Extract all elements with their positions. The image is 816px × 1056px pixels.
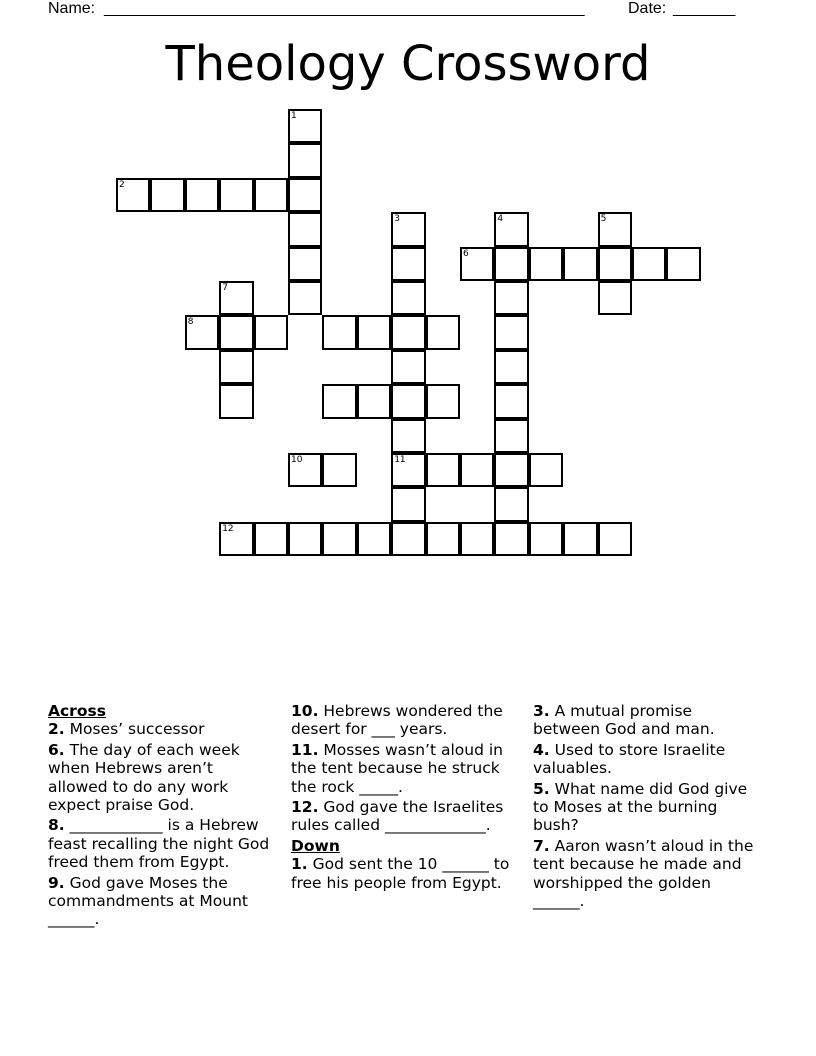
clue-text: Mosses wasn’t aloud in the tent because he struck the rock _____. xyxy=(291,740,503,796)
clue-number: 9. xyxy=(48,873,65,892)
clue-text: Hebrews wondered the desert for ___ years. xyxy=(291,702,503,739)
crossword-cell[interactable] xyxy=(460,453,494,487)
crossword-cell[interactable] xyxy=(219,281,253,315)
crossword-cell[interactable] xyxy=(426,384,460,418)
clue-number-label: 5 xyxy=(600,214,607,225)
down-heading: Down xyxy=(291,836,340,855)
clue-text: What name did God give to Moses at the burning bush? xyxy=(533,779,748,835)
crossword-cell[interactable] xyxy=(494,212,528,246)
crossword-cell[interactable] xyxy=(391,350,425,384)
clue-across-6 xyxy=(48,741,276,815)
crossword-cell[interactable] xyxy=(288,109,322,143)
crossword-cell[interactable] xyxy=(391,315,425,349)
crossword-cell[interactable] xyxy=(494,247,528,281)
crossword-cell[interactable] xyxy=(598,247,632,281)
clue-down-5 xyxy=(533,780,761,835)
clue-text: Aaron wasn’t aloud in the tent because he made and worshipped the golden ______. xyxy=(533,836,754,911)
clue-number-label: 2 xyxy=(119,179,125,190)
clue-text: Moses’ successor xyxy=(69,720,205,739)
crossword-cell[interactable] xyxy=(288,143,322,177)
clue-text: God gave the Israelites rules called _____________. xyxy=(291,798,504,835)
crossword-cell[interactable] xyxy=(494,384,528,418)
crossword-cell[interactable] xyxy=(529,247,563,281)
crossword-cell[interactable] xyxy=(391,453,425,487)
crossword-cell[interactable] xyxy=(219,384,253,418)
clue-number-label: 10 xyxy=(291,455,303,465)
date-field[interactable]: _______ xyxy=(673,0,736,17)
clue-number-label: 7 xyxy=(222,283,228,293)
clue-column-1 xyxy=(48,702,276,931)
crossword-cell[interactable] xyxy=(494,419,528,453)
clue-number-label: 1 xyxy=(291,111,297,121)
crossword-cell[interactable] xyxy=(494,281,528,315)
date-label: Date: xyxy=(628,0,667,17)
clue-column-3 xyxy=(533,702,761,912)
crossword-cell[interactable] xyxy=(288,453,322,487)
name-label: Name: xyxy=(48,0,96,17)
crossword-cell[interactable] xyxy=(185,178,219,212)
crossword-cell[interactable] xyxy=(219,315,253,349)
clue-across-9 xyxy=(48,874,276,929)
crossword-cell[interactable] xyxy=(185,315,219,349)
crossword-cell[interactable] xyxy=(288,522,322,556)
crossword-cell[interactable] xyxy=(391,419,425,453)
crossword-cell[interactable] xyxy=(288,178,322,212)
clue-number: 6. xyxy=(48,740,65,759)
crossword-cell[interactable] xyxy=(460,522,494,556)
crossword-cell[interactable] xyxy=(254,522,288,556)
clue-number: 8. xyxy=(48,816,65,835)
clue-across-2 xyxy=(48,720,276,738)
crossword-cell[interactable] xyxy=(391,247,425,281)
clue-text: Used to store Israelite valuables. xyxy=(533,740,726,778)
clue-across-10 xyxy=(291,702,519,739)
clue-number: 3. xyxy=(533,702,550,720)
crossword-cell[interactable] xyxy=(322,315,356,349)
crossword-cell[interactable] xyxy=(254,315,288,349)
clue-across-11 xyxy=(291,741,519,796)
crossword-cell[interactable] xyxy=(460,247,494,281)
crossword-cell[interactable] xyxy=(288,247,322,281)
clue-number: 2. xyxy=(48,720,65,739)
clue-number-label: 11 xyxy=(394,455,406,465)
clue-across-8 xyxy=(48,816,276,871)
clue-number: 7. xyxy=(533,836,550,855)
crossword-cell[interactable] xyxy=(563,247,597,281)
clue-text: The day of each week when Hebrews aren’t allowed to do any work expect praise God. xyxy=(48,740,240,815)
clue-number: 4. xyxy=(533,740,550,759)
crossword-cell[interactable] xyxy=(288,212,322,246)
crossword-cell[interactable] xyxy=(288,281,322,315)
crossword-cell[interactable] xyxy=(598,522,632,556)
across-heading: Across xyxy=(48,702,106,720)
clue-column-2 xyxy=(291,702,519,894)
clue-text: God sent the 10 ______ to free his people from Egypt. xyxy=(291,855,510,892)
crossword-cell[interactable] xyxy=(357,315,391,349)
crossword-cell[interactable] xyxy=(219,178,253,212)
clue-number: 10. xyxy=(291,702,319,720)
crossword-cell[interactable] xyxy=(494,350,528,384)
crossword-cell[interactable] xyxy=(632,247,666,281)
clue-number: 1. xyxy=(291,855,308,874)
clue-number-label: 8 xyxy=(187,317,194,328)
crossword-cell[interactable] xyxy=(563,522,597,556)
crossword-cell[interactable] xyxy=(219,350,253,384)
name-field[interactable]: ______________________________________________________ xyxy=(104,0,585,17)
crossword-cell[interactable] xyxy=(598,281,632,315)
crossword-cell[interactable] xyxy=(494,487,528,521)
crossword-cell[interactable] xyxy=(357,384,391,418)
crossword-cell[interactable] xyxy=(391,281,425,315)
clue-number-label: 4 xyxy=(497,214,504,225)
crossword-cell[interactable] xyxy=(426,522,460,556)
clue-number-label: 12 xyxy=(222,523,234,534)
crossword-cell[interactable] xyxy=(529,453,563,487)
crossword-cell[interactable] xyxy=(391,384,425,418)
clue-number-label: 6 xyxy=(463,248,469,259)
crossword-cell[interactable] xyxy=(426,315,460,349)
crossword-cell[interactable] xyxy=(322,453,356,487)
crossword-cell[interactable] xyxy=(494,522,528,556)
clue-down-4 xyxy=(533,741,761,778)
crossword-cell[interactable] xyxy=(116,178,150,212)
crossword-cell[interactable] xyxy=(391,487,425,521)
crossword-cell[interactable] xyxy=(219,522,253,556)
clue-down-3 xyxy=(533,702,761,739)
clue-text: A mutual promise between God and man. xyxy=(533,702,715,739)
crossword-cell[interactable] xyxy=(254,178,288,212)
crossword-cell[interactable] xyxy=(357,522,391,556)
clue-down-7 xyxy=(533,837,761,911)
crossword-cell[interactable] xyxy=(322,522,356,556)
clue-text: God gave Moses the commandments at Mount ______. xyxy=(48,873,248,929)
clue-down-1 xyxy=(291,855,519,892)
crossword-cell[interactable] xyxy=(494,453,528,487)
crossword-cell[interactable] xyxy=(322,384,356,418)
clue-number: 5. xyxy=(533,779,550,798)
clue-number: 12. xyxy=(291,798,319,817)
clue-across-12 xyxy=(291,798,519,835)
crossword-cell[interactable] xyxy=(391,212,425,246)
crossword-cell[interactable] xyxy=(494,315,528,349)
crossword-cell[interactable] xyxy=(529,522,563,556)
clue-number-label: 3 xyxy=(394,214,400,225)
crossword-cell[interactable] xyxy=(598,212,632,246)
crossword-cell[interactable] xyxy=(666,247,700,281)
crossword-cell[interactable] xyxy=(426,453,460,487)
clue-number: 11. xyxy=(291,740,319,759)
crossword-cell[interactable] xyxy=(150,178,184,212)
page-title: Theology Crossword xyxy=(165,36,651,92)
clue-text: ____________ is a Hebrew feast recalling the night God freed them from Egypt. xyxy=(48,816,270,872)
crossword-cell[interactable] xyxy=(391,522,425,556)
